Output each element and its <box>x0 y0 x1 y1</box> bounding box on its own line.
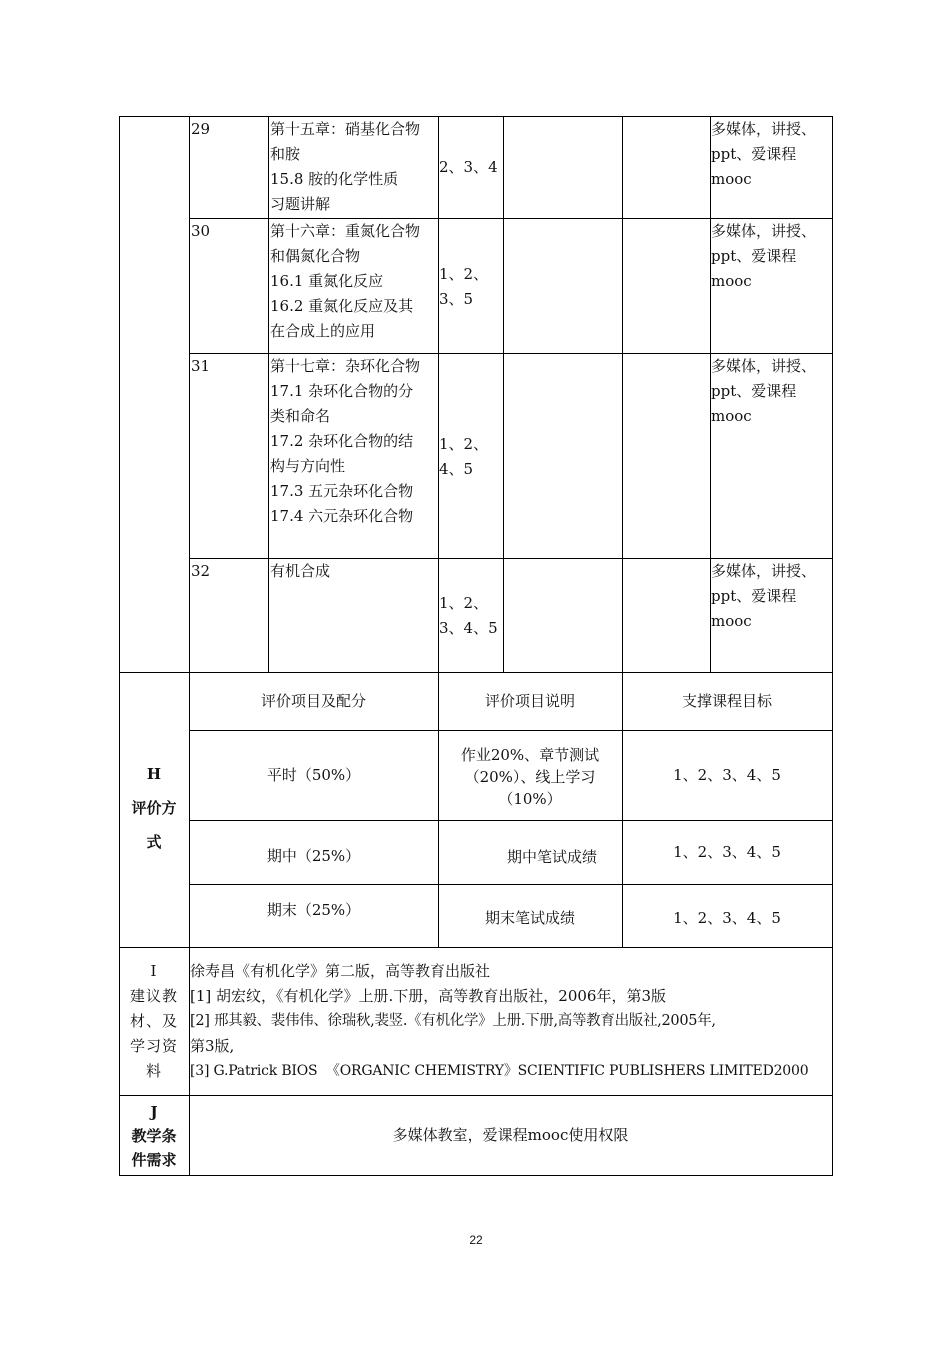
eval-item: 平时（50%） <box>266 765 361 784</box>
textbook-line: [2] 邢其毅、裴伟伟、徐瑞秋,裴竖.《有机化学》上册.下册,高等教育出版社,2005年, <box>190 1013 716 1029</box>
chapter-content: 第十五章：硝基化合物 和胺 15.8 胺的化学性质 习题讲解 <box>270 120 421 213</box>
section-label-conditions: J 教学条 件需求 <box>131 1102 177 1169</box>
eval-header-description: 评价项目说明 <box>484 691 575 710</box>
section-divider <box>119 947 833 948</box>
section-label-evaluation: H 评价方 式 <box>131 765 177 851</box>
table-border-right <box>832 116 833 1176</box>
column-divider <box>503 116 504 672</box>
eval-header-item: 评价项目及配分 <box>260 691 366 710</box>
course-objectives: 1、2、 4、5 <box>439 435 489 478</box>
column-divider <box>438 116 439 672</box>
eval-item: 期末（25%） <box>266 901 361 919</box>
eval-goals: 1、2、3、4、5 <box>673 765 781 784</box>
teaching-method: 多媒体，讲授、 ppt、爱课程 mooc <box>711 357 817 425</box>
week-number: 29 <box>191 120 211 138</box>
eval-item: 期中（25%） <box>266 846 361 865</box>
textbook-line: [1] 胡宏纹，《有机化学》上册.下册，高等教育出版社，2006年，第3版 <box>190 987 667 1005</box>
eval-goals: 1、2、3、4、5 <box>673 842 781 861</box>
teaching-method: 多媒体，讲授、 ppt、爱课程 mooc <box>711 222 817 290</box>
chapter-content: 第十七章：杂环化合物 17.1 杂环化合物的分 类和命名 17.2 杂环化合物的结 构与方向性 17.3 五元杂环化合物 17.4 六元杂环化合物 <box>270 357 421 525</box>
column-divider <box>268 116 269 672</box>
textbook-line: 徐寿昌《有机化学》第二版，高等教育出版社 <box>190 962 491 980</box>
table-border-bottom <box>119 1175 833 1176</box>
textbook-line: 第3版, <box>190 1037 235 1055</box>
week-number: 32 <box>191 562 211 580</box>
eval-header-goals: 支撑课程目标 <box>681 691 772 710</box>
eval-description: 作业20%、章节测试 （20%）、线上学习 （10%） <box>460 746 600 808</box>
textbook-line: [3] G.Patrick BIOS 《ORGANIC CHEMISTRY》SCIENTIFIC PUBLISHERS LIMITED2000 <box>190 1063 809 1079</box>
teaching-method: 多媒体，讲授、 ppt、爱课程 mooc <box>711 120 817 188</box>
section-label-textbooks: I 建议教 材、及 学习资 料 <box>129 962 178 1080</box>
week-number: 31 <box>191 357 211 375</box>
course-objectives: 2、3、4 <box>439 158 498 176</box>
eval-description: 期末笔试成绩 <box>484 909 575 927</box>
eval-description: 期中笔试成绩 <box>506 847 597 866</box>
page-number: 22 <box>469 1233 483 1247</box>
chapter-content: 第十六章：重氮化合物 和偶氮化合物 16.1 重氮化反应 16.2 重氮化反应及其 在合成上的应用 <box>270 222 421 340</box>
course-objectives: 1、2、 3、5 <box>439 265 489 308</box>
chapter-content: 有机合成 <box>270 562 331 580</box>
week-number: 30 <box>191 222 211 240</box>
teaching-method: 多媒体，讲授、 ppt、爱课程 mooc <box>711 562 817 630</box>
course-objectives: 1、2、 3、4、5 <box>439 594 498 637</box>
teaching-conditions: 多媒体教室，爱课程mooc使用权限 <box>392 1126 629 1144</box>
eval-goals: 1、2、3、4、5 <box>673 909 781 927</box>
column-divider <box>622 116 623 672</box>
